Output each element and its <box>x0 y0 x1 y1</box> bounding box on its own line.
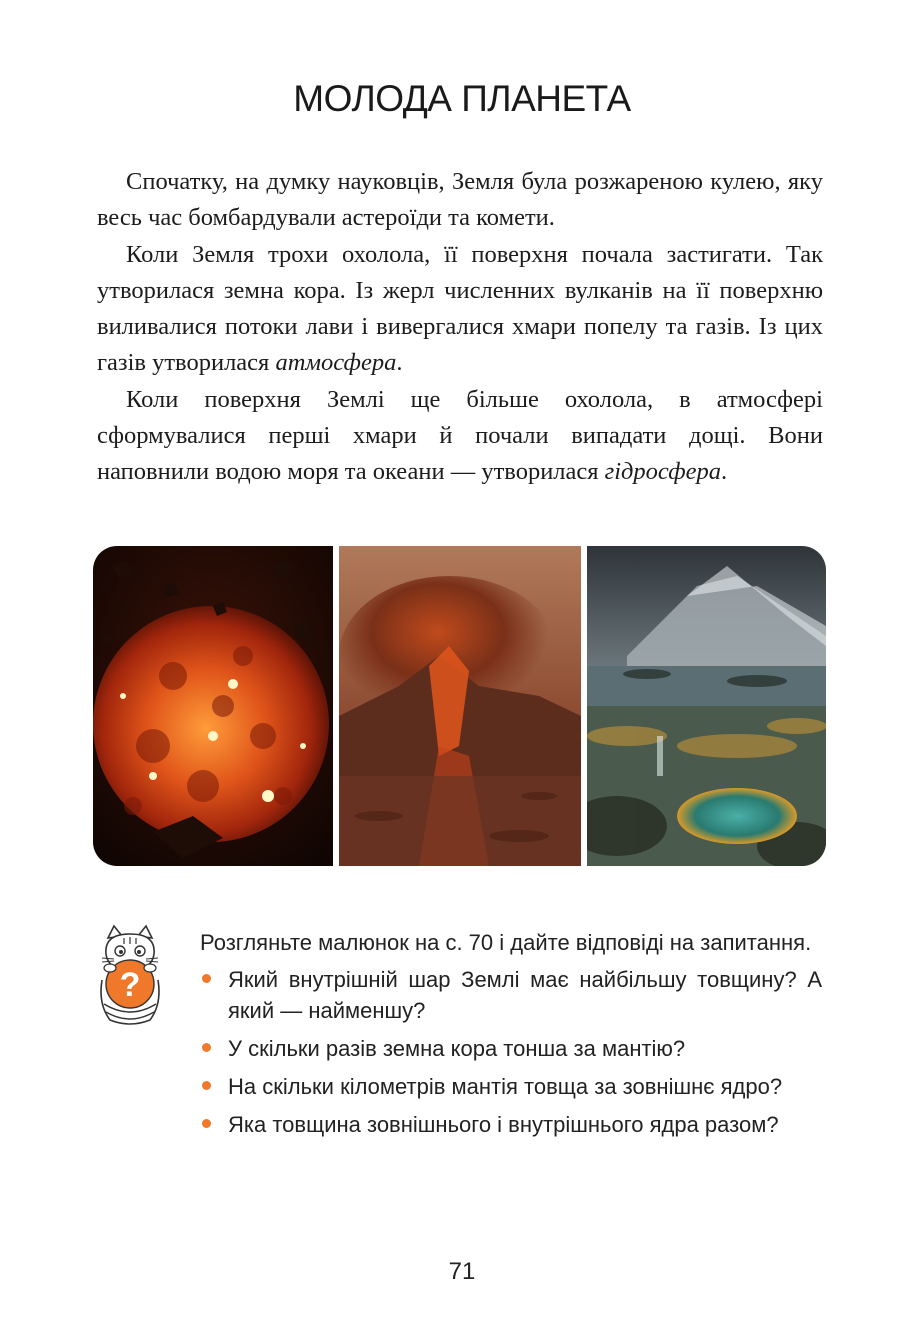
paragraph-2-text: Коли Земля трохи охолола, її поверхня почала застигати. Так утворилася земна кора. Із жерл численних вулканів на її поверхню виливалися потоки лави і вивергалися хмари попелу та газів. Із цих газів утворилася <box>97 241 823 376</box>
list-item <box>200 1071 822 1102</box>
question-list <box>200 964 822 1140</box>
illustration-strip <box>93 546 826 866</box>
list-item <box>200 1033 822 1064</box>
ocean-image <box>587 546 826 866</box>
list-item <box>200 964 822 1026</box>
page-number: 71 <box>448 1258 476 1285</box>
paragraph-1: Спочатку, на думку науковців, Земля була розжареною кулею, яку весь час бомбардували астероїди та комети. <box>97 168 823 231</box>
volcano-image <box>339 546 581 866</box>
paragraph-3-text: Коли поверхня Землі ще більше охолола, в атмосфері сформувалися перші хмари й почали випадати дощі. Вони наповнили водою моря та океани — утворилася <box>97 386 823 485</box>
molten-earth-image <box>93 546 333 866</box>
bullet-icon <box>202 1081 211 1090</box>
question-text: Який внутрішній шар Землі має найбільшу товщину? А який — найменшу? <box>228 967 822 1023</box>
paragraph-2-end: . <box>396 349 403 376</box>
bullet-icon <box>202 1119 211 1128</box>
question-text: У скільки разів земна кора тонша за мантію? <box>228 1036 686 1061</box>
task-block <box>200 927 822 1147</box>
list-item <box>200 1109 822 1140</box>
term-hydrosphere: гідросфера <box>604 458 721 485</box>
cat-question-icon <box>96 924 164 1028</box>
bullet-icon <box>202 974 211 983</box>
question-text: Яка товщина зовнішнього і внутрішнього ядра разом? <box>228 1112 779 1137</box>
question-mark: ? <box>119 966 141 1004</box>
paragraph-3-end: . <box>720 458 728 485</box>
bullet-icon <box>202 1043 211 1052</box>
paragraph-2 <box>97 237 823 381</box>
task-intro: Розгляньте малюнок на с. 70 і дайте відповіді на запитання. <box>200 930 812 955</box>
term-atmosphere: атмосфера <box>275 349 397 376</box>
body-text <box>97 164 823 490</box>
page-title: МОЛОДА ПЛАНЕТА <box>293 78 631 119</box>
paragraph-3 <box>97 382 823 490</box>
question-text: На скільки кілометрів мантія товща за зовнішнє ядро? <box>228 1074 783 1099</box>
